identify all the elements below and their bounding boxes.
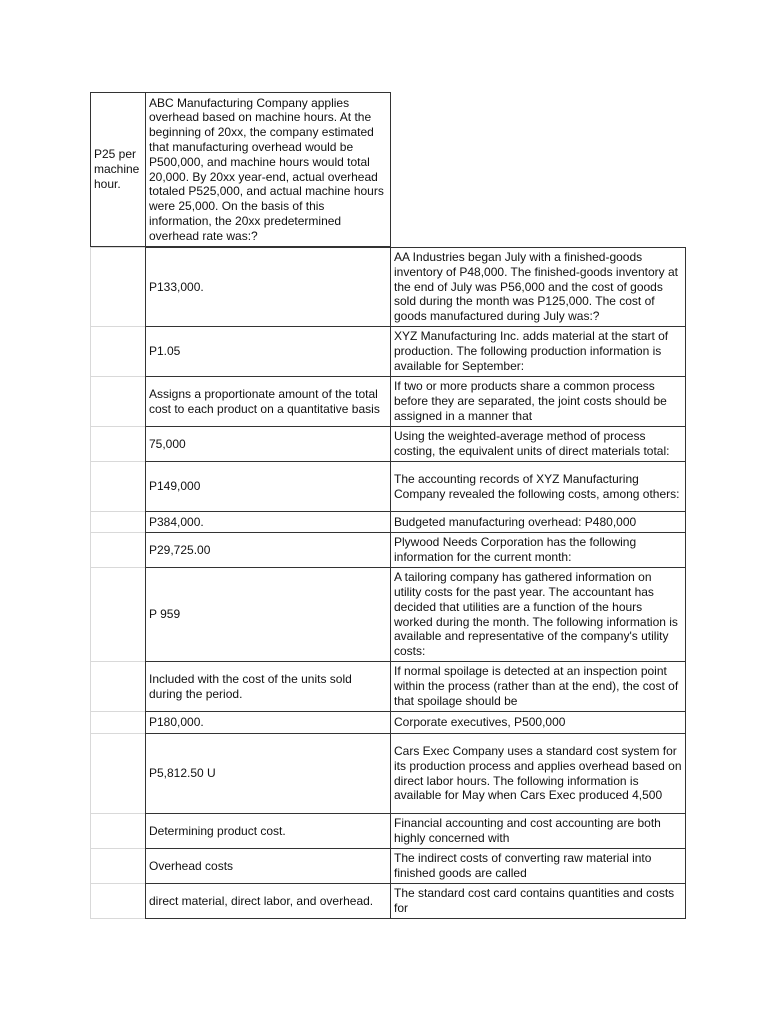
table-cell-answer (145, 461, 391, 512)
table-cell-answer-label (90, 92, 146, 247)
table-cell-answer (145, 813, 391, 849)
table-cell-answer (145, 883, 391, 919)
cell-text: A tailoring company has gathered information on utility costs for the past year. The accountant has decided that utilities are a function of the hours worked during the month. The following information is available and representative of the company's utility costs: (394, 570, 678, 659)
cell-text: If normal spoilage is detected at an inspection point within the process (rather than at the end), the cost of that spoilage should be (394, 664, 679, 708)
table-cell-empty (90, 376, 146, 427)
table-cell-empty (90, 711, 146, 734)
cell-text: If two or more products share a common process before they are separated, the joint costs should be assigned in a manner that (394, 379, 667, 423)
cell-text: Assigns a proportionate amount of the total cost to each product on a quantitative basis (149, 386, 380, 416)
cell-text: P29,725.00 (149, 542, 211, 557)
cell-text: The indirect costs of converting raw material into finished goods are called (394, 851, 652, 880)
table-cell-answer (145, 733, 391, 814)
cell-text: direct material, direct labor, and overhead. (149, 893, 374, 908)
cell-text: Determining product cost. (149, 823, 286, 838)
table-cell-question (390, 247, 686, 327)
cell-text: Overhead costs (149, 858, 234, 873)
cell-text: ABC Manufacturing Company applies overhead based on machine hours. At the beginning of 20xx, the company estimated that manufacturing overhead would be P500,000, and machine hours would total 20,000. By 20xx year-end, actual overhead totaled P525,000, and actual machine hours were 25,000. On the basis of this information, the 20xx predetermined overhead rate was:? (149, 95, 384, 243)
cell-text: Corporate executives, P500,000 (394, 715, 566, 730)
table-cell-empty (90, 848, 146, 884)
table-cell-question (390, 661, 686, 712)
table-cell-question (390, 511, 686, 533)
table-cell-question (390, 326, 686, 377)
cell-text: Budgeted manufacturing overhead: P480,000 (394, 514, 637, 529)
cell-text: AA Industries began July with a finished-goods inventory of P48,000. The finished-goods inventory at the end of July was P56,000 and the cost of goods sold during the month was P125,000. The cost of goods manufactured during July was:? (394, 250, 678, 324)
table-cell-answer (145, 532, 391, 568)
table-cell-answer (145, 326, 391, 377)
table-cell-empty (90, 326, 146, 377)
table-cell-answer (145, 711, 391, 734)
table-cell-answer (145, 376, 391, 427)
table-cell-empty (90, 511, 146, 533)
table-cell-question (390, 883, 686, 919)
table-cell-answer (145, 848, 391, 884)
table-cell-empty (90, 813, 146, 849)
table-cell-empty (90, 426, 146, 462)
table-cell-answer (145, 661, 391, 712)
table-cell-question (390, 426, 686, 462)
cell-text: Using the weighted-average method of process costing, the equivalent units of direct materials total: (394, 429, 670, 458)
cell-text: Included with the cost of the units sold during the period. (149, 671, 352, 701)
cell-text: P180,000. (149, 715, 204, 730)
table-cell-question (390, 711, 686, 734)
cell-text: The standard cost card contains quantities and costs for (394, 886, 675, 915)
table-cell-empty (90, 247, 146, 327)
table-cell-question (390, 567, 686, 662)
table-cell-empty (90, 461, 146, 512)
table-cell-empty (90, 661, 146, 712)
table-cell-answer (145, 511, 391, 533)
cell-text: P384,000. (149, 514, 204, 529)
table-cell-answer (145, 92, 391, 247)
cell-text: Financial accounting and cost accounting are both highly concerned with (394, 816, 661, 845)
table-cell-question (390, 376, 686, 427)
table-cell-question (390, 532, 686, 568)
table-cell-empty (90, 532, 146, 568)
cell-text: P149,000 (149, 479, 201, 494)
table-cell-answer (145, 247, 391, 327)
table-cell-question (390, 461, 686, 512)
cell-text: The accounting records of XYZ Manufacturing Company revealed the following costs, among others: (394, 471, 680, 501)
table-cell-question (390, 813, 686, 849)
cell-text: P5,812.50 U (149, 766, 216, 781)
cell-text: P1.05 (149, 344, 181, 359)
table-cell-empty (90, 567, 146, 662)
cell-text: XYZ Manufacturing Inc. adds material at the start of production. The following production information is available for September: (394, 329, 669, 373)
cell-text: P133,000. (149, 279, 204, 294)
cell-text: Plywood Needs Corporation has the following information for the current month: (394, 535, 637, 564)
table-cell-answer (145, 567, 391, 662)
table-cell-empty (90, 733, 146, 814)
table-cell-question (390, 848, 686, 884)
cell-text: 75,000 (149, 436, 186, 451)
cell-text: Cars Exec Company uses a standard cost system for its production process and applies overhead based on direct labor hours. The following information is available for May when Cars Exec produced 4,500 (394, 743, 682, 803)
table-cell-answer (145, 426, 391, 462)
table-cell-empty (90, 883, 146, 919)
cell-text: P 959 (149, 607, 181, 622)
table-cell-question (390, 733, 686, 814)
cell-text: P25 per machine hour. (94, 147, 140, 191)
